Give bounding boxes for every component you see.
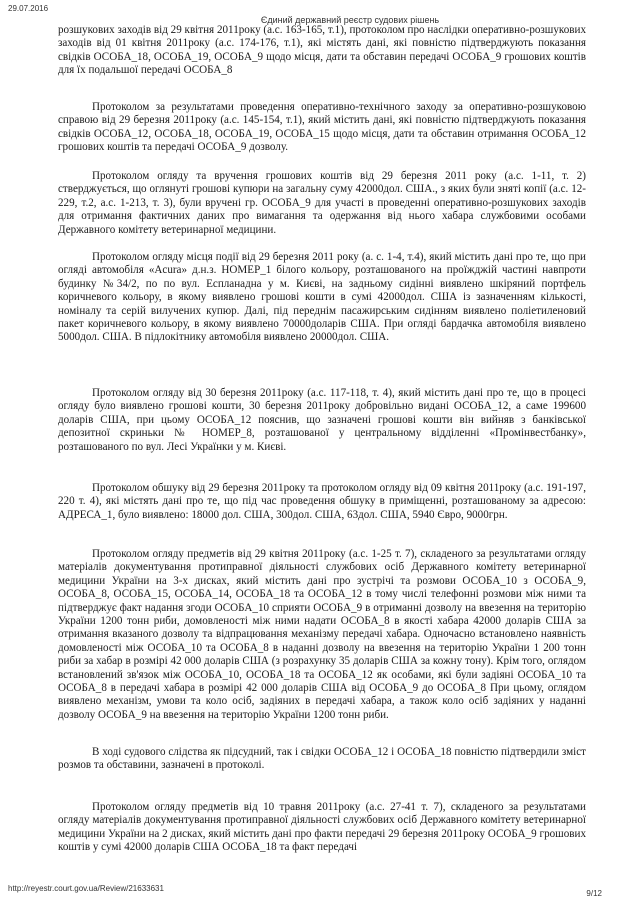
- paragraph-4: Протоколом огляду місця події від 29 березня 2011 року (а. с. 1-4, т.4), який містить дані про те, що при огляді автомобіля «Acura» д.н.з. НОМЕР_1 білого кольору, розташованого на проїжджій частині навпроти будинку №34/2, по по вул. Еспланадна у м. Києві, на задньому сидінні виявлено шкіряний портфель коричневого кольору, в якому виявлено грошові кошти в сумі 42000дол. США із зазначенням кількості, номіналу та серій вилучених купюр. Далі, під переднім пасажирським сидінням виявлено поліетиленовий пакет коричневого кольору, в якому виявлено 70000доларів США. При огляді бардачка автомобіля виявлено 5000дол. США. В підлокітнику автомобіля виявлено 20000дол. США.: [58, 251, 586, 344]
- page-header-title: Єдиний державний реєстр судових рішень: [260, 15, 440, 25]
- paragraph-5: Протоколом огляду від 30 березня 2011року (а.с. 117-118, т. 4), який містить дані про те, що в процесі огляду було виявлено грошові кошти, 30 березня 2011року добровільно видані ОСОБА_12, а саме 199600 доларів США, при цьому ОСОБА_12 пояснив, що зазначені грошові кошти він вийняв з банківської депозитної скриньки № НОМЕР_8, розташованої у центральному відділенні «Промінвестбанку», розташованого по вул. Лесі Українки у м. Києві.: [58, 387, 586, 453]
- paragraph-2: Протоколом за результатами проведення оперативно-технічного заходу за оперативно-розшуковою справою від 29 березня 2011року (а.с. 145-154, т.1), який містить дані, які повністю підтверджують показання свідків ОСОБА_12, ОСОБА_18, ОСОБА_19, ОСОБА_15 щодо місця, дати та обставин отримання ОСОБА_12 грошових коштів та передачі ОСОБА_9 дозволу.: [58, 101, 586, 154]
- paragraph-8: В ході судового слідства як підсудний, так і свідки ОСОБА_12 і ОСОБА_18 повністю підтвердили зміст розмов та обставини, зазначені в протоколі.: [58, 746, 586, 772]
- paragraph-6: Протоколом обшуку від 29 березня 2011року та протоколом огляду від 09 квітня 2011року (а.с. 191-197, 220 т. 4), які містять дані про те, що під час проведення обшуку в приміщенні, розташованому за адресою: АДРЕСА_1, було виявлено: 18000 дол. США, 300дол. США, 63дол. США, 5940 Євро, 9000грн.: [58, 482, 586, 521]
- paragraph-9: Протоколом огляду предметів від 10 травня 2011року (а.с. 27-41 т. 7), складеного за результатами огляду матеріалів документування протиправної діяльності службових осіб Державного комітету ветеринарної медицини України на 2 дисках, який містить дані про факти передачі 29 березня 2011року ОСОБА_9 грошових коштів у сумі 42000 доларів США ОСОБА_18 та факт передачі: [58, 801, 586, 854]
- source-url: http://reyestr.court.gov.ua/Review/21633631: [8, 884, 164, 893]
- print-date: 29.07.2016: [8, 4, 49, 13]
- page-number: 9/12: [586, 889, 602, 898]
- paragraph-7: Протоколом огляду предметів від 29 квітня 2011року (а.с. 1-25 т. 7), складеного за результатами огляду матеріалів документування протиправної діяльності службових осіб Державного комітету ветеринарної медицини України на 3-х дисках, який містить дані про зустрічі та розмови ОСОБА_10 з ОСОБА_9, ОСОБА_8, ОСОБА_15, ОСОБА_14, ОСОБА_18 та ОСОБА_12 в тому числі телефонні розмови між ними та підтверджує факт надання згоди ОСОБА_10 сприяти ОСОБА_9 в отриманні дозволу на ввезення на територію України 1200 тонн риби, домовленості між ними надати ОСОБА_8 в якості хабара 42000 доларів США за отримання вказаного дозволу та відпрацювання механізму передачі хабара. Одночасно встановлено наявність домовленості між ОСОБА_10 та ОСОБА_8 в наданні дозволу на ввезення на територію України 1 200 тонн риби за хабар в розмірі 42 000 доларів США (з розрахунку 35 доларів США за кожну тону). Крім того, оглядом встановлений зв'язок між ОСОБА_10, ОСОБА_18 та ОСОБА_12 як особами, які були задіяні ОСОБА_10 та ОСОБА_8 в передачі хабара в розмірі 42 000 доларів США від ОСОБА_9 до ОСОБА_8 При цьому, оглядом виявлено механізм, умови та коло осіб, задіяних в передачі хабара, а також коло осіб задіяних у наданні дозволу ОСОБА_9 на ввезення на територію України 1200 тонн риби.: [58, 548, 586, 721]
- paragraph-1: розшукових заходів від 29 квітня 2011року (а.с. 163-165, т.1), протоколом про наслідки оперативно-розшукових заходів від 01 квітня 2011року (а.с. 174-176, т.1), які містять дані, які повністю підтверджують показання свідків ОСОБА_18, ОСОБА_19, ОСОБА_9 щодо місця, дати та обставин передачі ОСОБА_9 грошових коштів для їх подальшої передачі ОСОБА_8: [58, 24, 586, 77]
- paragraph-3: Протоколом огляду та вручення грошових коштів від 29 березня 2011 року (а.с. 1-11, т. 2) стверджується, що оглянуті грошові купюри на загальну суму 42000дол. США., з яких були зняті копії (а.с. 12-229, т.2, а.с. 1-213, т. 3), були вручені гр. ОСОБА_9 для участі в проведенні оперативно-розшукових заходів для отримання фактичних даних про вимагання та одержання від нього хабара службовими особами Державного комітету ветеринарної медицини.: [58, 170, 586, 236]
